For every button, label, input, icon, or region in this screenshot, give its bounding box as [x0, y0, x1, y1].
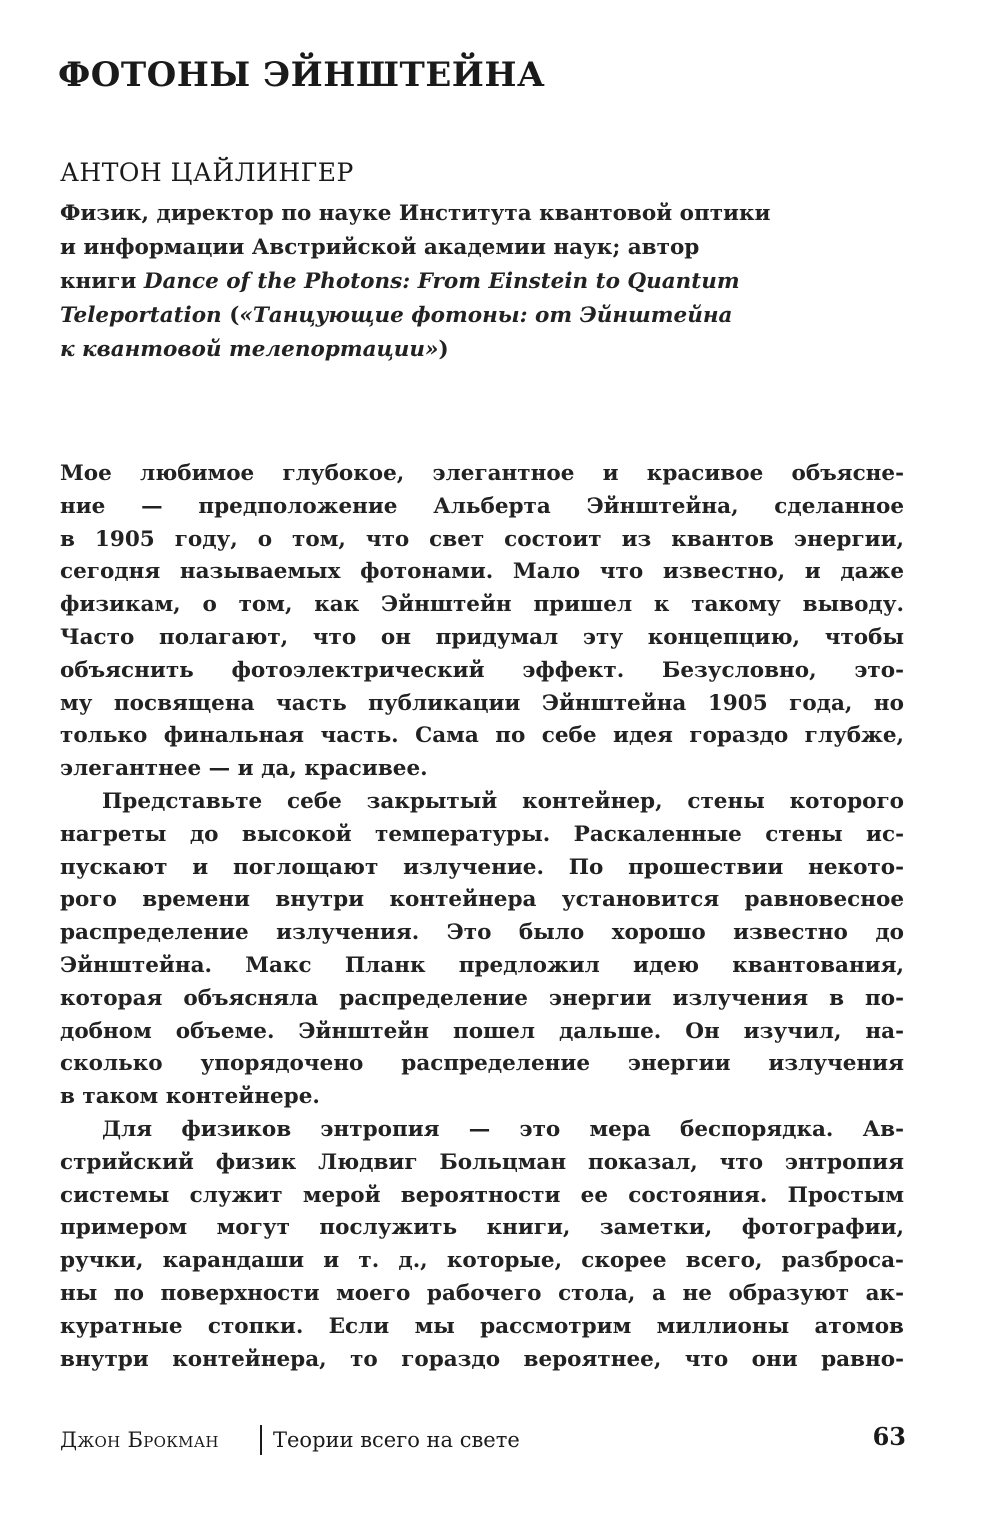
- body-text: [60, 458, 904, 1376]
- text-line: сколько упорядочено распределение энергии излучения: [60, 1051, 904, 1077]
- book-title-russian: «Танцующие фотоны: от Эйнштейна: [239, 303, 733, 328]
- text-line: только финальная часть. Сама по себе идея гораздо глубже,: [60, 723, 904, 749]
- bio-text: (: [221, 303, 240, 328]
- text-line: Представьте себе закрытый контейнер, стены которого: [102, 788, 904, 814]
- text-line: ручки, карандаши и т. д., которые, скорее всего, разброса-: [60, 1248, 904, 1274]
- text-line: примером могут послужить книги, заметки, фотографии,: [60, 1215, 904, 1241]
- text-line: системы служит мерой вероятности ее состояния. Простым: [60, 1182, 904, 1208]
- text-line: добном объеме. Эйнштейн пошел дальше. Он изучил, на-: [60, 1018, 904, 1044]
- text-line: сегодня называемых фотонами. Мало что известно, и даже: [60, 559, 904, 585]
- text-line: ны по поверхности моего рабочего стола, а не образуют ак-: [60, 1280, 904, 1306]
- author-bio-line: [60, 333, 860, 367]
- footer-book-author: Джон Брокман: [60, 1428, 219, 1452]
- author-bio-line: [60, 231, 860, 265]
- paragraph: [60, 1114, 904, 1376]
- bio-text: и информации Австрийской академии наук; автор: [60, 235, 700, 260]
- text-line: Часто полагают, что он придумал эту концепцию, чтобы: [60, 624, 904, 650]
- text-line: распределение излучения. Это было хорошо известно до: [60, 920, 904, 946]
- text-line: объяснить фотоэлектрический эффект. Безусловно, это-: [60, 657, 904, 683]
- text-line: куратные стопки. Если мы рассмотрим миллионы атомов: [60, 1313, 904, 1339]
- author-bio-line: [60, 299, 860, 333]
- chapter-title: ФОТОНЫ ЭЙНШТЕЙНА: [58, 55, 546, 95]
- text-line: физикам, о том, как Эйнштейн пришел к такому выводу.: [60, 592, 904, 618]
- book-title-russian: к квантовой телепортации»: [60, 337, 439, 362]
- author-bio: [60, 197, 860, 367]
- text-line: Эйнштейна. Макс Планк предложил идею квантования,: [60, 952, 904, 978]
- author-bio-line: [60, 265, 860, 299]
- bio-text: ): [438, 337, 449, 362]
- text-line: которая объясняла распределение энергии излучения в по-: [60, 985, 904, 1011]
- text-line: Для физиков энтропия — это мера беспорядка. Ав-: [102, 1116, 904, 1142]
- footer-book-title: Теории всего на свете: [273, 1428, 520, 1452]
- author-bio-line: [60, 197, 860, 231]
- text-line: пускают и поглощают излучение. По прошествии некото-: [60, 854, 904, 880]
- paragraph: [60, 786, 904, 1114]
- text-line: нагреты до высокой температуры. Раскаленные стены ис-: [60, 821, 904, 847]
- footer-separator: [260, 1425, 262, 1455]
- author-name: АНТОН ЦАЙЛИНГЕР: [60, 158, 354, 187]
- text-line: в таком контейнере.: [60, 1084, 320, 1110]
- book-title-english: Dance of the Photons: From Einstein to Quantum: [143, 269, 740, 294]
- book-title-english: Teleportation: [60, 303, 222, 328]
- bio-text: книги: [60, 269, 144, 294]
- text-line: рого времени внутри контейнера установится равновесное: [60, 887, 904, 913]
- text-line: в 1905 году, о том, что свет состоит из квантов энергии,: [60, 526, 904, 552]
- text-line: ние — предположение Альберта Эйнштейна, сделанное: [60, 493, 904, 519]
- text-line: Мое любимое глубокое, элегантное и красивое объясне-: [60, 461, 904, 486]
- paragraph: [60, 458, 904, 786]
- bio-text: Физик, директор по науке Института квантовой оптики: [60, 201, 771, 226]
- text-line: стрийский физик Людвиг Больцман показал, что энтропия: [60, 1149, 904, 1175]
- text-line: элегантнее — и да, красивее.: [60, 756, 428, 782]
- text-line: му посвящена часть публикации Эйнштейна 1905 года, но: [60, 690, 904, 716]
- page-number: 63: [872, 1422, 906, 1451]
- text-line: внутри контейнера, то гораздо вероятнее, что они равно-: [60, 1346, 904, 1372]
- page-footer: [60, 1422, 906, 1462]
